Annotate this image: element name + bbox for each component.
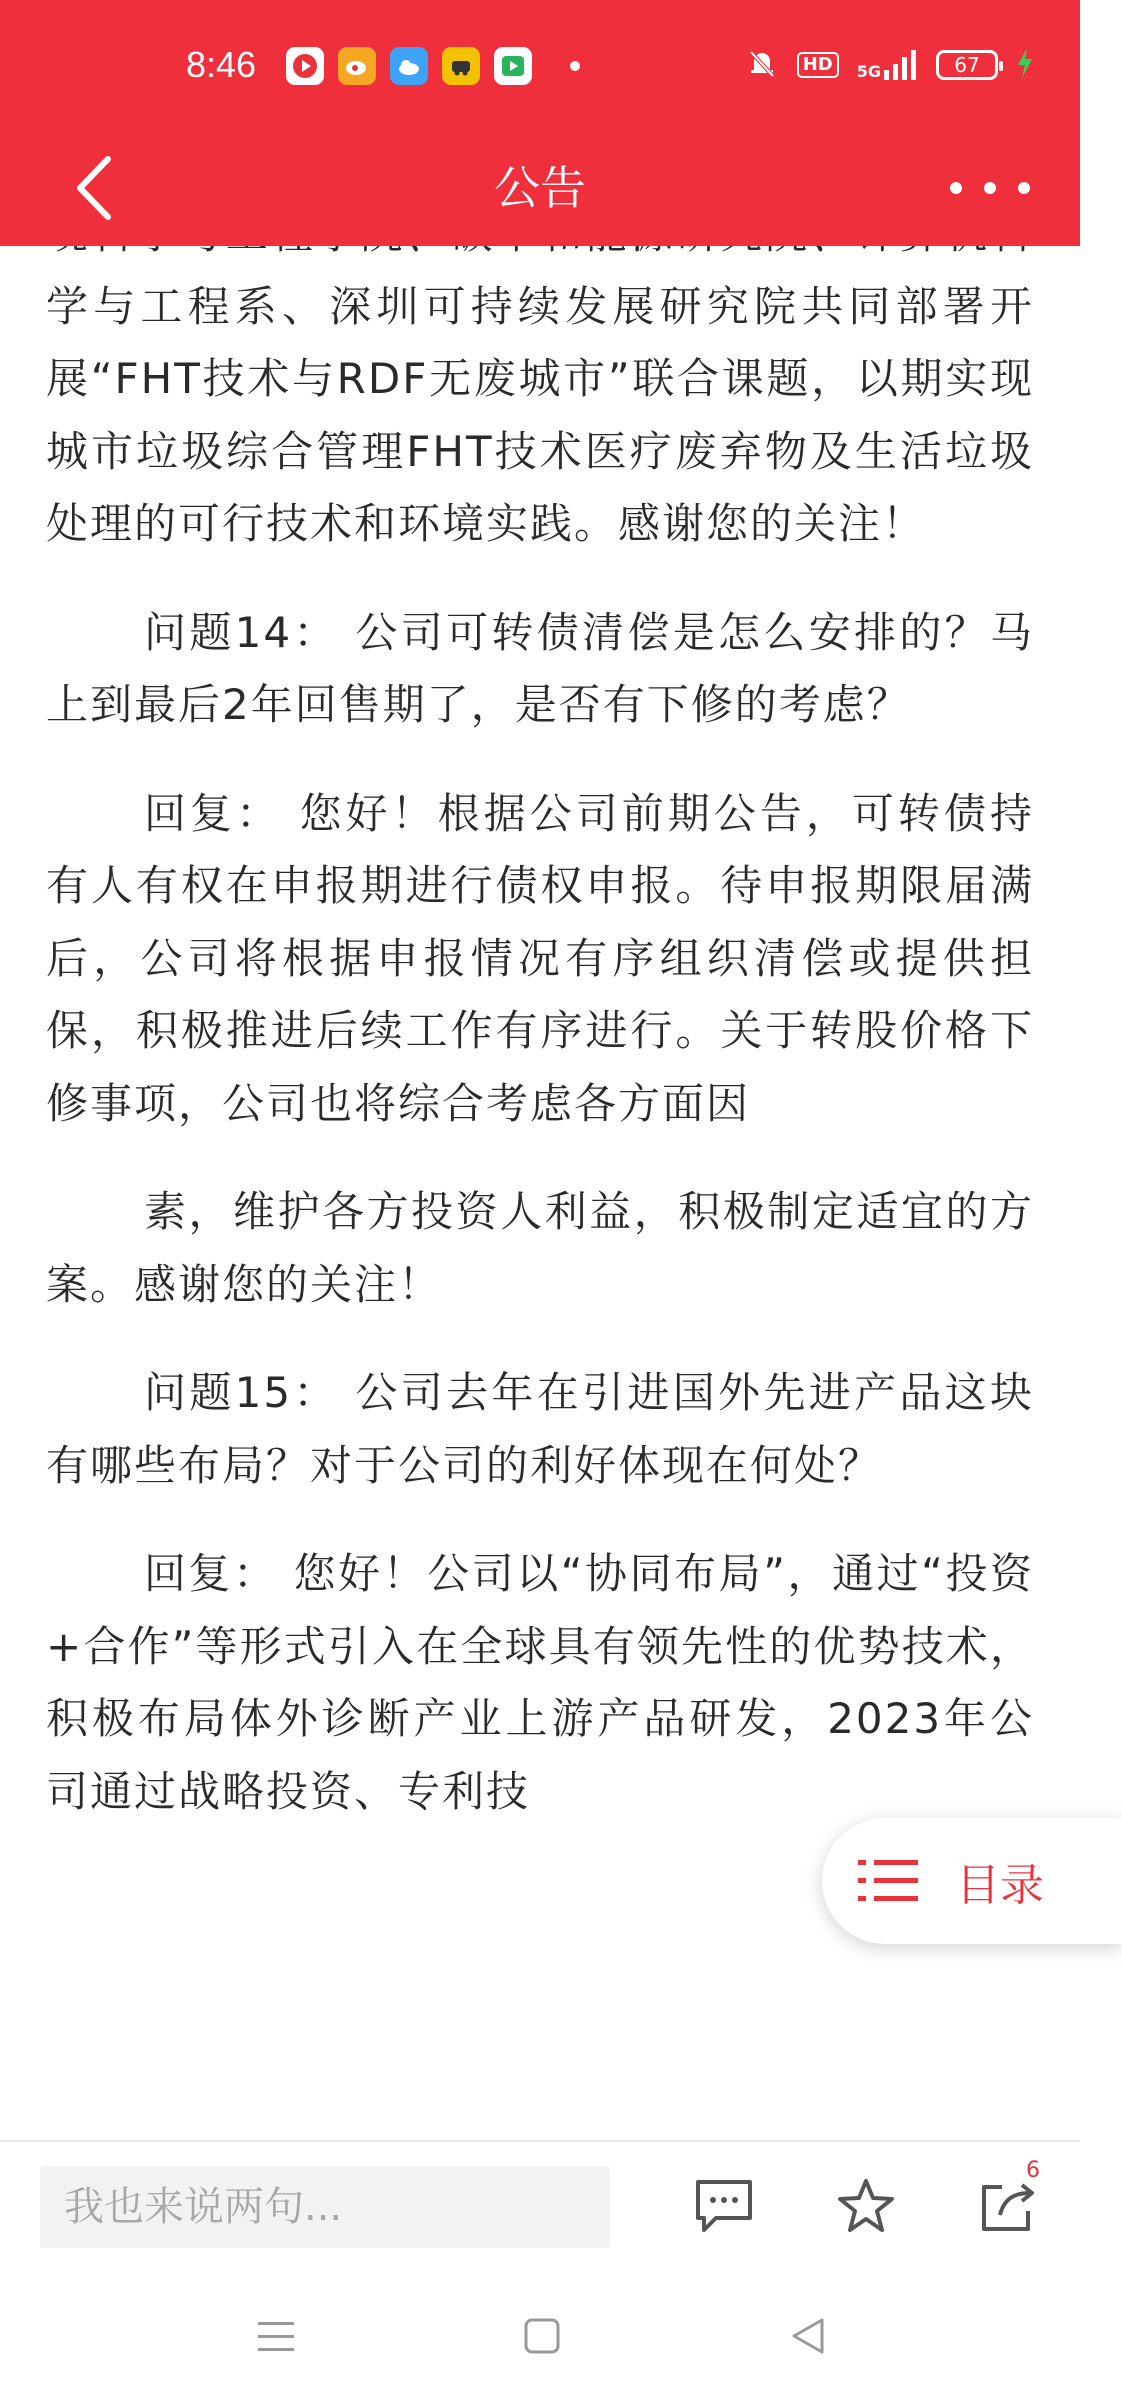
battery-level: 67 xyxy=(954,53,980,77)
status-bar xyxy=(0,0,1080,130)
article-paragraph: 素，维护各方投资人利益，积极制定适宜的方案。感谢您的关注！ xyxy=(46,1187,1034,1309)
menu-nav-icon[interactable] xyxy=(246,2306,306,2366)
notification-app-icons xyxy=(286,47,580,85)
article-paragraph: 问题15： 公司去年在引进国外先进产品这块有哪些布局？对于公司的利好体现在何处？ xyxy=(46,1368,1034,1490)
status-indicators xyxy=(745,46,1034,84)
toc-button[interactable] xyxy=(822,1818,1122,1944)
signal-icon xyxy=(857,50,918,80)
system-navigation-bar xyxy=(0,2270,1080,2400)
home-nav-icon[interactable] xyxy=(512,2306,572,2366)
list-icon xyxy=(858,1858,920,1904)
share-icon[interactable] xyxy=(972,2158,1044,2242)
weather-icon xyxy=(390,47,428,85)
comment-input[interactable] xyxy=(40,2166,610,2248)
title-bar xyxy=(0,130,1080,246)
more-notifications-dot xyxy=(570,61,580,71)
share-count-badge: 6 xyxy=(1026,2158,1040,2183)
network-type: 5G xyxy=(856,62,881,81)
hd-badge: HD xyxy=(797,52,839,78)
more-options-icon[interactable] xyxy=(950,160,1030,216)
comment-bar xyxy=(0,2140,1080,2272)
video-player-icon xyxy=(494,47,532,85)
article-paragraph: 回复： 您好！根据公司前期公告，可转债持有人有权在申报期进行债权申报。待申报期限届满后，公司将根据申报情况有序组织清偿或提供担保，积极推进后续工作有序进行。关于转股价格下修事项，公司也将综合考虑各方面因 xyxy=(46,788,1034,1128)
header xyxy=(0,0,1080,246)
article-paragraph: 问题14： 公司可转债清偿是怎么安排的？马上到最后2年回售期了，是否有下修的考虑？ xyxy=(46,607,1034,729)
mute-bell-icon xyxy=(745,46,779,84)
taxi-app-icon xyxy=(442,47,480,85)
article-paragraph: 学与工程系、深圳可持续发展研究院共同部署开展“FHT技术与RDF无废城市”联合课题，以期实现城市垃圾综合管理FHT技术医疗废弃物及生活垃圾处理的可行技术和环境实践。感谢您的关注！ xyxy=(46,281,1034,548)
weibo-icon xyxy=(338,47,376,85)
video-app-icon xyxy=(286,47,324,85)
favorite-star-icon[interactable] xyxy=(830,2170,902,2242)
toc-label: 目录 xyxy=(956,1860,1044,1911)
comment-icon[interactable] xyxy=(688,2170,760,2242)
status-time: 8:46 xyxy=(186,44,257,85)
battery-icon xyxy=(936,50,998,80)
article-paragraph: 回复： 您好！公司以“协同布局”，通过“投资+合作”等形式引入在全球具有领先性的优势技术，积极布局体外诊断产业上游产品研发，2023年公司通过战略投资、专利技 xyxy=(46,1549,1034,1816)
charging-icon xyxy=(1016,48,1034,82)
page-title: 公告 xyxy=(494,161,586,215)
back-nav-icon[interactable] xyxy=(778,2306,838,2366)
